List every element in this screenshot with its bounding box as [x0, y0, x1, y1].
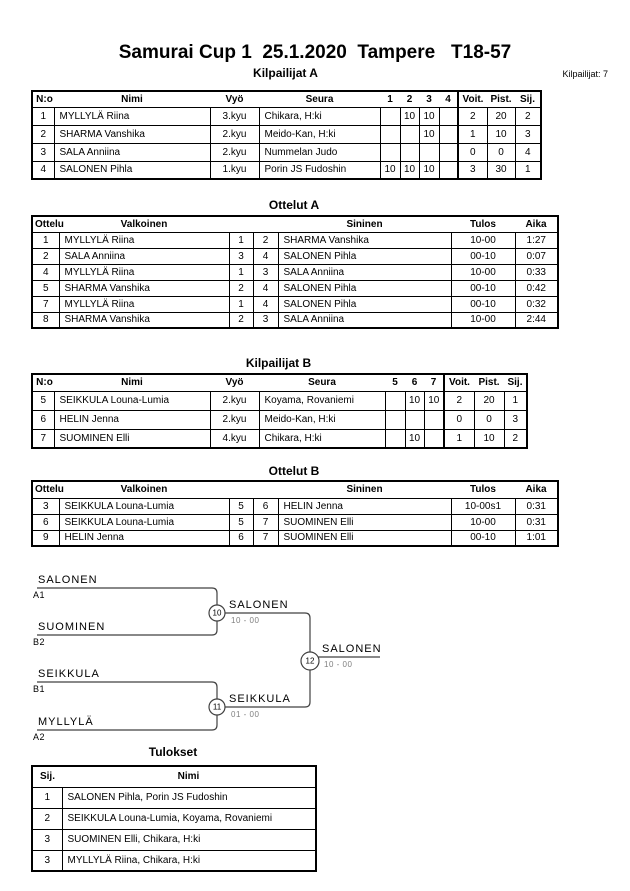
- cell: SHARMA Vanshika: [59, 312, 229, 328]
- cell: 1:01: [515, 530, 558, 546]
- section-title-kilpailijat-a: Kilpailijat A: [253, 66, 318, 80]
- table-row: [32, 280, 558, 296]
- cell: SHARMA Vanshika: [59, 280, 229, 296]
- col-s4: 4: [439, 91, 458, 107]
- bracket-winner-name: SEIKKULA: [229, 693, 291, 705]
- cell: 10-00: [451, 514, 515, 530]
- cell: 1: [504, 391, 527, 410]
- cell: 3: [253, 312, 278, 328]
- match-number: 12: [305, 656, 315, 666]
- cell: SALA Anniina: [278, 264, 451, 280]
- cell: 6: [32, 514, 59, 530]
- col-wno: [229, 216, 253, 232]
- col-vyo: Vyö: [210, 91, 259, 107]
- kilpailijat-b-table: [31, 373, 528, 449]
- cell: 4.kyu: [210, 429, 259, 448]
- cell: 10: [487, 125, 515, 143]
- cell: [424, 429, 444, 448]
- cell: 30: [487, 161, 515, 179]
- table-row: [32, 850, 316, 871]
- section-title-kilpailijat-b: Kilpailijat B: [245, 356, 312, 370]
- col-s7: 7: [424, 374, 444, 391]
- table-row: [32, 429, 527, 448]
- bracket-seed-tag: A1: [33, 590, 46, 600]
- cell: SEIKKULA Louna-Lumia, Koyama, Rovaniemi: [62, 808, 316, 829]
- table-row: [32, 498, 558, 514]
- cell: 3: [32, 850, 62, 871]
- table-row: [32, 808, 316, 829]
- cell: 10-00s1: [451, 498, 515, 514]
- cell: 0:31: [515, 514, 558, 530]
- table-row: [32, 391, 527, 410]
- col-s6: 6: [405, 374, 424, 391]
- col-sij: Sij.: [504, 374, 527, 391]
- bracket-seed-name: SUOMINEN: [38, 621, 106, 633]
- cell: 5: [229, 514, 253, 530]
- cell: 00-10: [451, 530, 515, 546]
- cell: Porin JS Fudoshin: [259, 161, 380, 179]
- cell: 3: [32, 829, 62, 850]
- bracket-winner-name: SALONEN: [322, 643, 382, 655]
- cell: SEIKKULA Louna-Lumia: [59, 514, 229, 530]
- col-s1: 1: [380, 91, 400, 107]
- ottelut-a-table: [31, 215, 559, 329]
- cell: 2: [253, 232, 278, 248]
- cell: [439, 143, 458, 161]
- cell: MYLLYLÄ Riina: [59, 264, 229, 280]
- cell: 2: [32, 808, 62, 829]
- table-row: [32, 410, 527, 429]
- cell: Koyama, Rovaniemi: [259, 391, 385, 410]
- cell: MYLLYLÄ Riina: [59, 232, 229, 248]
- cell: 3: [515, 125, 541, 143]
- cell: 1: [32, 107, 54, 125]
- table-row: [32, 143, 541, 161]
- cell: 9: [32, 530, 59, 546]
- cell: 3: [253, 264, 278, 280]
- bracket-seed-tag: B2: [33, 637, 46, 647]
- table-header-row: [32, 216, 558, 232]
- cell: 1: [229, 264, 253, 280]
- cell: SEIKKULA Louna-Lumia: [54, 391, 210, 410]
- cell: Meido-Kan, H:ki: [259, 410, 385, 429]
- cell: 20: [487, 107, 515, 125]
- cell: [439, 107, 458, 125]
- cell: Meido-Kan, H:ki: [259, 125, 380, 143]
- cell: SALA Anniina: [59, 248, 229, 264]
- cell: 3: [229, 248, 253, 264]
- cell: 2.kyu: [210, 125, 259, 143]
- col-voit: Voit.: [458, 91, 487, 107]
- cell: SUOMINEN Elli, Chikara, H:ki: [62, 829, 316, 850]
- cell: 10: [380, 161, 400, 179]
- cell: [419, 143, 439, 161]
- cell: [405, 410, 424, 429]
- col-sij: Sij.: [32, 766, 62, 787]
- bracket-match-score: 10 - 00: [231, 616, 260, 625]
- col-voit: Voit.: [444, 374, 474, 391]
- cell: 7: [32, 296, 59, 312]
- cell: 0: [458, 143, 487, 161]
- table-row: [32, 296, 558, 312]
- cell: 7: [253, 530, 278, 546]
- cell: [385, 429, 405, 448]
- cell: 2: [504, 429, 527, 448]
- table-row: [32, 514, 558, 530]
- cell: 0:32: [515, 296, 558, 312]
- table-header-row: [32, 481, 558, 498]
- cell: 2: [444, 391, 474, 410]
- table-header-row: [32, 91, 541, 107]
- bracket-seed-name: MYLLYLÄ: [38, 716, 94, 728]
- bracket-match-score: 01 - 00: [231, 710, 260, 719]
- bracket-seed-name: SALONEN: [38, 574, 98, 586]
- section-title-ottelut-a: Ottelut A: [268, 198, 320, 212]
- table-row: [32, 107, 541, 125]
- col-bno: [253, 216, 278, 232]
- cell: 5: [32, 391, 54, 410]
- cell: 1:27: [515, 232, 558, 248]
- cell: 1: [229, 232, 253, 248]
- cell: [385, 410, 405, 429]
- cell: 10-00: [451, 312, 515, 328]
- col-vyo: Vyö: [210, 374, 259, 391]
- cell: SALONEN Pihla: [278, 248, 451, 264]
- cell: 2: [32, 125, 54, 143]
- cell: 6: [253, 498, 278, 514]
- cell: 0: [474, 410, 504, 429]
- cell: 4: [32, 264, 59, 280]
- cell: 4: [253, 280, 278, 296]
- cell: 1.kyu: [210, 161, 259, 179]
- col-wno: [229, 481, 253, 498]
- cell: HELIN Jenna: [278, 498, 451, 514]
- bracket-seed-name: SEIKKULA: [38, 668, 100, 680]
- tulokset-table: [31, 765, 317, 872]
- cell: 1: [458, 125, 487, 143]
- cell: 3: [32, 498, 59, 514]
- col-ottelu: Ottelu: [32, 216, 59, 232]
- col-no: N:o: [32, 91, 54, 107]
- cell: [380, 143, 400, 161]
- cell: 2: [229, 312, 253, 328]
- table-row: [32, 312, 558, 328]
- cell: 5: [32, 280, 59, 296]
- cell: [380, 107, 400, 125]
- col-aika: Aika: [515, 481, 558, 498]
- cell: [385, 391, 405, 410]
- cell: SUOMINEN Elli: [278, 514, 451, 530]
- cell: 10: [405, 429, 424, 448]
- cell: SUOMINEN Elli: [54, 429, 210, 448]
- cell: 6: [32, 410, 54, 429]
- ottelut-b-table: [31, 480, 559, 547]
- col-sij: Sij.: [515, 91, 541, 107]
- cell: 4: [253, 248, 278, 264]
- cell: 1: [515, 161, 541, 179]
- cell: SALONEN Pihla: [278, 280, 451, 296]
- bracket-lines: [0, 560, 630, 760]
- cell: 10: [474, 429, 504, 448]
- table-header-row: [32, 766, 316, 787]
- col-ottelu: Ottelu: [32, 481, 59, 498]
- cell: 00-10: [451, 296, 515, 312]
- col-bno: [253, 481, 278, 498]
- elimination-bracket: [0, 560, 630, 760]
- col-no: N:o: [32, 374, 54, 391]
- cell: 10: [405, 391, 424, 410]
- cell: HELIN Jenna: [54, 410, 210, 429]
- table-row: [32, 264, 558, 280]
- match-number: 10: [212, 608, 222, 618]
- cell: 3: [32, 143, 54, 161]
- col-pist: Pist.: [487, 91, 515, 107]
- bracket-winner-name: SALONEN: [229, 599, 289, 611]
- cell: SALONEN Pihla: [54, 161, 210, 179]
- cell: 2:44: [515, 312, 558, 328]
- table-row: [32, 125, 541, 143]
- cell: 2: [515, 107, 541, 125]
- cell: SALONEN Pihla, Porin JS Fudoshin: [62, 787, 316, 808]
- cell: SHARMA Vanshika: [278, 232, 451, 248]
- bracket-seed-tag: A2: [33, 732, 46, 742]
- cell: 6: [229, 530, 253, 546]
- col-seura: Seura: [259, 91, 380, 107]
- cell: Chikara, H:ki: [259, 107, 380, 125]
- table-row: [32, 787, 316, 808]
- competitors-count: Kilpailijat: 7: [562, 69, 608, 79]
- cell: [439, 125, 458, 143]
- cell: 3: [458, 161, 487, 179]
- cell: 10: [419, 161, 439, 179]
- cell: MYLLYLÄ Riina: [59, 296, 229, 312]
- cell: 00-10: [451, 280, 515, 296]
- cell: SHARMA Vanshika: [54, 125, 210, 143]
- cell: 2: [229, 280, 253, 296]
- cell: 0:42: [515, 280, 558, 296]
- col-sininen: Sininen: [278, 216, 451, 232]
- table-header-row: [32, 374, 527, 391]
- bracket-seed-tag: B1: [33, 684, 46, 694]
- col-valkoinen: Valkoinen: [59, 216, 229, 232]
- cell: 3.kyu: [210, 107, 259, 125]
- cell: 1: [229, 296, 253, 312]
- table-row: [32, 829, 316, 850]
- section-title-tulokset: Tulokset: [148, 745, 198, 759]
- cell: Nummelan Judo: [259, 143, 380, 161]
- cell: 0:33: [515, 264, 558, 280]
- cell: 00-10: [451, 248, 515, 264]
- col-s3: 3: [419, 91, 439, 107]
- cell: 2.kyu: [210, 391, 259, 410]
- cell: 3: [504, 410, 527, 429]
- cell: 10: [419, 125, 439, 143]
- cell: 8: [32, 312, 59, 328]
- table-row: [32, 248, 558, 264]
- col-tulos: Tulos: [451, 481, 515, 498]
- col-seura: Seura: [259, 374, 385, 391]
- cell: Chikara, H:ki: [259, 429, 385, 448]
- cell: 10-00: [451, 264, 515, 280]
- cell: 10-00: [451, 232, 515, 248]
- cell: 2.kyu: [210, 143, 259, 161]
- col-nimi: Nimi: [62, 766, 316, 787]
- cell: 2: [458, 107, 487, 125]
- bracket-match-score: 10 - 00: [324, 660, 353, 669]
- cell: 1: [32, 232, 59, 248]
- cell: 0: [487, 143, 515, 161]
- cell: 10: [400, 107, 419, 125]
- table-row: [32, 161, 541, 179]
- cell: [439, 161, 458, 179]
- cell: 4: [515, 143, 541, 161]
- cell: [400, 125, 419, 143]
- cell: [424, 410, 444, 429]
- page-title: Samurai Cup 1 25.1.2020 Tampere T18-57: [118, 42, 512, 63]
- cell: 1: [444, 429, 474, 448]
- section-title-ottelut-b: Ottelut B: [268, 464, 320, 478]
- cell: SALA Anniina: [54, 143, 210, 161]
- cell: SEIKKULA Louna-Lumia: [59, 498, 229, 514]
- kilpailijat-a-table: [31, 90, 542, 180]
- cell: 0:31: [515, 498, 558, 514]
- cell: 20: [474, 391, 504, 410]
- cell: 7: [32, 429, 54, 448]
- cell: 4: [253, 296, 278, 312]
- cell: [400, 143, 419, 161]
- cell: MYLLYLÄ Riina: [54, 107, 210, 125]
- col-tulos: Tulos: [451, 216, 515, 232]
- cell: SALONEN Pihla: [278, 296, 451, 312]
- match-number: 11: [212, 702, 222, 712]
- table-row: [32, 232, 558, 248]
- cell: 10: [424, 391, 444, 410]
- cell: SUOMINEN Elli: [278, 530, 451, 546]
- cell: HELIN Jenna: [59, 530, 229, 546]
- col-nimi: Nimi: [54, 91, 210, 107]
- cell: 2.kyu: [210, 410, 259, 429]
- col-sininen: Sininen: [278, 481, 451, 498]
- col-valkoinen: Valkoinen: [59, 481, 229, 498]
- col-nimi: Nimi: [54, 374, 210, 391]
- cell: MYLLYLÄ Riina, Chikara, H:ki: [62, 850, 316, 871]
- col-aika: Aika: [515, 216, 558, 232]
- cell: 10: [419, 107, 439, 125]
- cell: 0:07: [515, 248, 558, 264]
- col-pist: Pist.: [474, 374, 504, 391]
- cell: 1: [32, 787, 62, 808]
- cell: SALA Anniina: [278, 312, 451, 328]
- cell: 10: [400, 161, 419, 179]
- cell: 0: [444, 410, 474, 429]
- cell: [380, 125, 400, 143]
- cell: 2: [32, 248, 59, 264]
- col-s5: 5: [385, 374, 405, 391]
- cell: 5: [229, 498, 253, 514]
- cell: 4: [32, 161, 54, 179]
- table-row: [32, 530, 558, 546]
- cell: 7: [253, 514, 278, 530]
- col-s2: 2: [400, 91, 419, 107]
